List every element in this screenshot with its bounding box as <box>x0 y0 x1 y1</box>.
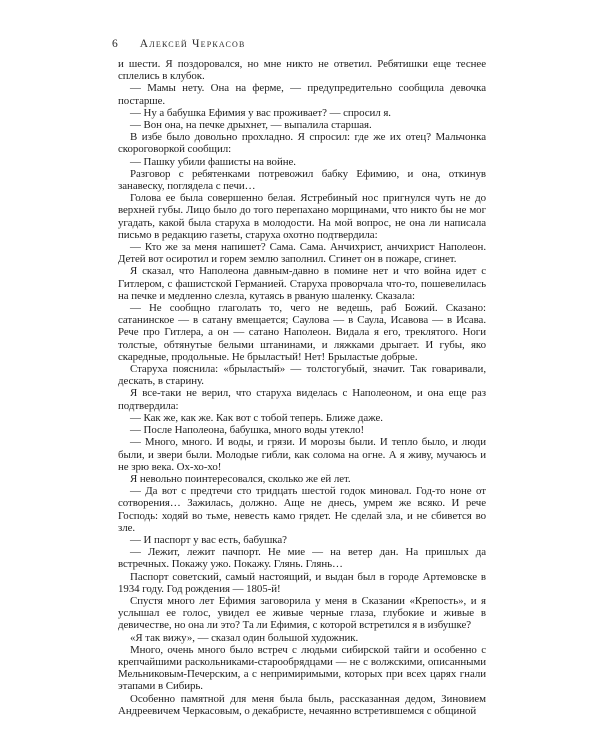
paragraph: Голова ее была совершенно белая. Ястребиный нос пригнулся чуть не до верхней губы. Лицо было до того перепахано морщинами, что никто бы не мог угадать, какой была старуха в молодости. На мой вопрос, не она ли написала письмо в редакцию газеты, старуха охотно подтвердила: <box>118 192 486 241</box>
body-text <box>118 58 486 717</box>
paragraph: — Лежит, лежит пачпорт. Не мие — на ветер дан. На пришлых да встречных. Покажу ужо. Покажу. Глянь. Глянь… <box>118 546 486 571</box>
paragraph: — Ну а бабушка Ефимия у вас проживает? — спросил я. <box>130 106 391 119</box>
paragraph: — Как же, как же. Как вот с тобой теперь. Ближе даже. <box>130 411 383 424</box>
paragraph: и шести. Я поздоровался, но мне никто не ответил. Ребятишки еще теснее сплелись в клубок. <box>118 58 486 83</box>
paragraph: «Я так вижу», — сказал один большой художник. <box>130 631 359 644</box>
paragraph: В избе было довольно прохладно. Я спросил: где же их отец? Мальчонка скороговоркой сообщил: <box>118 131 486 156</box>
paragraph: — Да вот с предтечи сто тридцать шестой годок миновал. Год-то ноне от сотворения… Зажилась, должно. Аще не днесь, умрем же всяко. И рече Господь: ходяй во тьме, невесть камо грядет. Не сделай зла, и не сбивется во зле. <box>118 485 486 534</box>
paragraph: Паспорт советский, самый настоящий, и выдан был в городе Артемовске в 1934 году. Год рождения — 1805-й! <box>118 570 486 595</box>
paragraph: — Не сообщно глаголать то, чего не ведешь, раб Божий. Сказано: сатанинское — в сатану вмещается; Саулова — в Саула, Исавова — в Исава. Рече про Гитлера, а он — сатано Наполеон. Видала я его, треклятого. Ноги толстые, обтянутые белыми штанинами, и ляжками дрыгает. И губы, яко скаредные, продольные. Не брыластый! Нет! Брыластые добрые. <box>118 302 486 363</box>
paragraph: — Вон она, на печке дрыхнет, — выпалила старшая. <box>130 119 372 132</box>
paragraph: — Много, много. И воды, и грязи. И морозы были. И тепло было, и люди были, и звери были. Молодые гибли, как солома на огне. А я живу, мучаюсь и не зрю века. Ох-хо-хо! <box>118 436 486 473</box>
paragraph: Я все-таки не верил, что старуха виделась с Наполеоном, и она еще раз подтвердила: <box>118 387 486 412</box>
running-head <box>112 38 492 50</box>
paragraph: Спустя много лет Ефимия заговорила у меня в Сказании «Крепость», и я услышал ее голос, увидел ее живые черные глаза, глубокие и живые в девичестве, но она ли это? Та ли Ефимия, с которой встретился я в избушке? <box>118 594 486 632</box>
paragraph: — Пашку убили фашисты на войне. <box>130 155 296 168</box>
page-number: 6 <box>112 38 118 50</box>
paragraph: — После Наполеона, бабушка, много воды утекло! <box>130 424 365 437</box>
author-name: Алексей Черкасов <box>139 38 246 50</box>
paragraph: — Кто же за меня напишет? Сама. Сама. Анчихрист, анчихрист Наполеон. Детей вот осиротил и горем землю заполнил. Сгинет он в пожаре, сгинет. <box>118 241 486 266</box>
paragraph: Старуха пояснила: «брыластый» — толстогубый, значит. Так говаривали, дескать, в старину. <box>118 363 486 388</box>
paragraph: Я невольно поинтересовался, сколько же ей лет. <box>130 472 351 485</box>
paragraph: Особенно памятной для меня была быль, рассказанная дедом, Зиновием Андреевичем Черкасовым, о декабристе, нечаянно встретившемся с общиной <box>118 692 486 717</box>
paragraph: Много, очень много было встреч с людьми сибирской тайги и особенно с крепчайшими раскольниками-старообрядцами — не с волжскими, описанными Мельниковым-Печерским, а с непримиримыми, которых при всех царях гнали этапами в Сибирь. <box>118 643 486 693</box>
paragraph: Я сказал, что Наполеона давным-давно в помине нет и что война идет с Гитлером, с фашистской Германией. Старуха проворчала что-то, пошевелилась на печке и медленно слезла, кутаясь в рваную шаленку. Сказала: <box>118 265 486 302</box>
paragraph: Разговор с ребятенками потревожил бабку Ефимию, и она, откинув занавеску, поглядела с печи… <box>118 167 486 193</box>
paragraph: — И паспорт у вас есть, бабушка? <box>130 533 287 546</box>
paragraph: — Мамы нету. Она на ферме, — предупредительно сообщила девочка постарше. <box>118 82 486 107</box>
